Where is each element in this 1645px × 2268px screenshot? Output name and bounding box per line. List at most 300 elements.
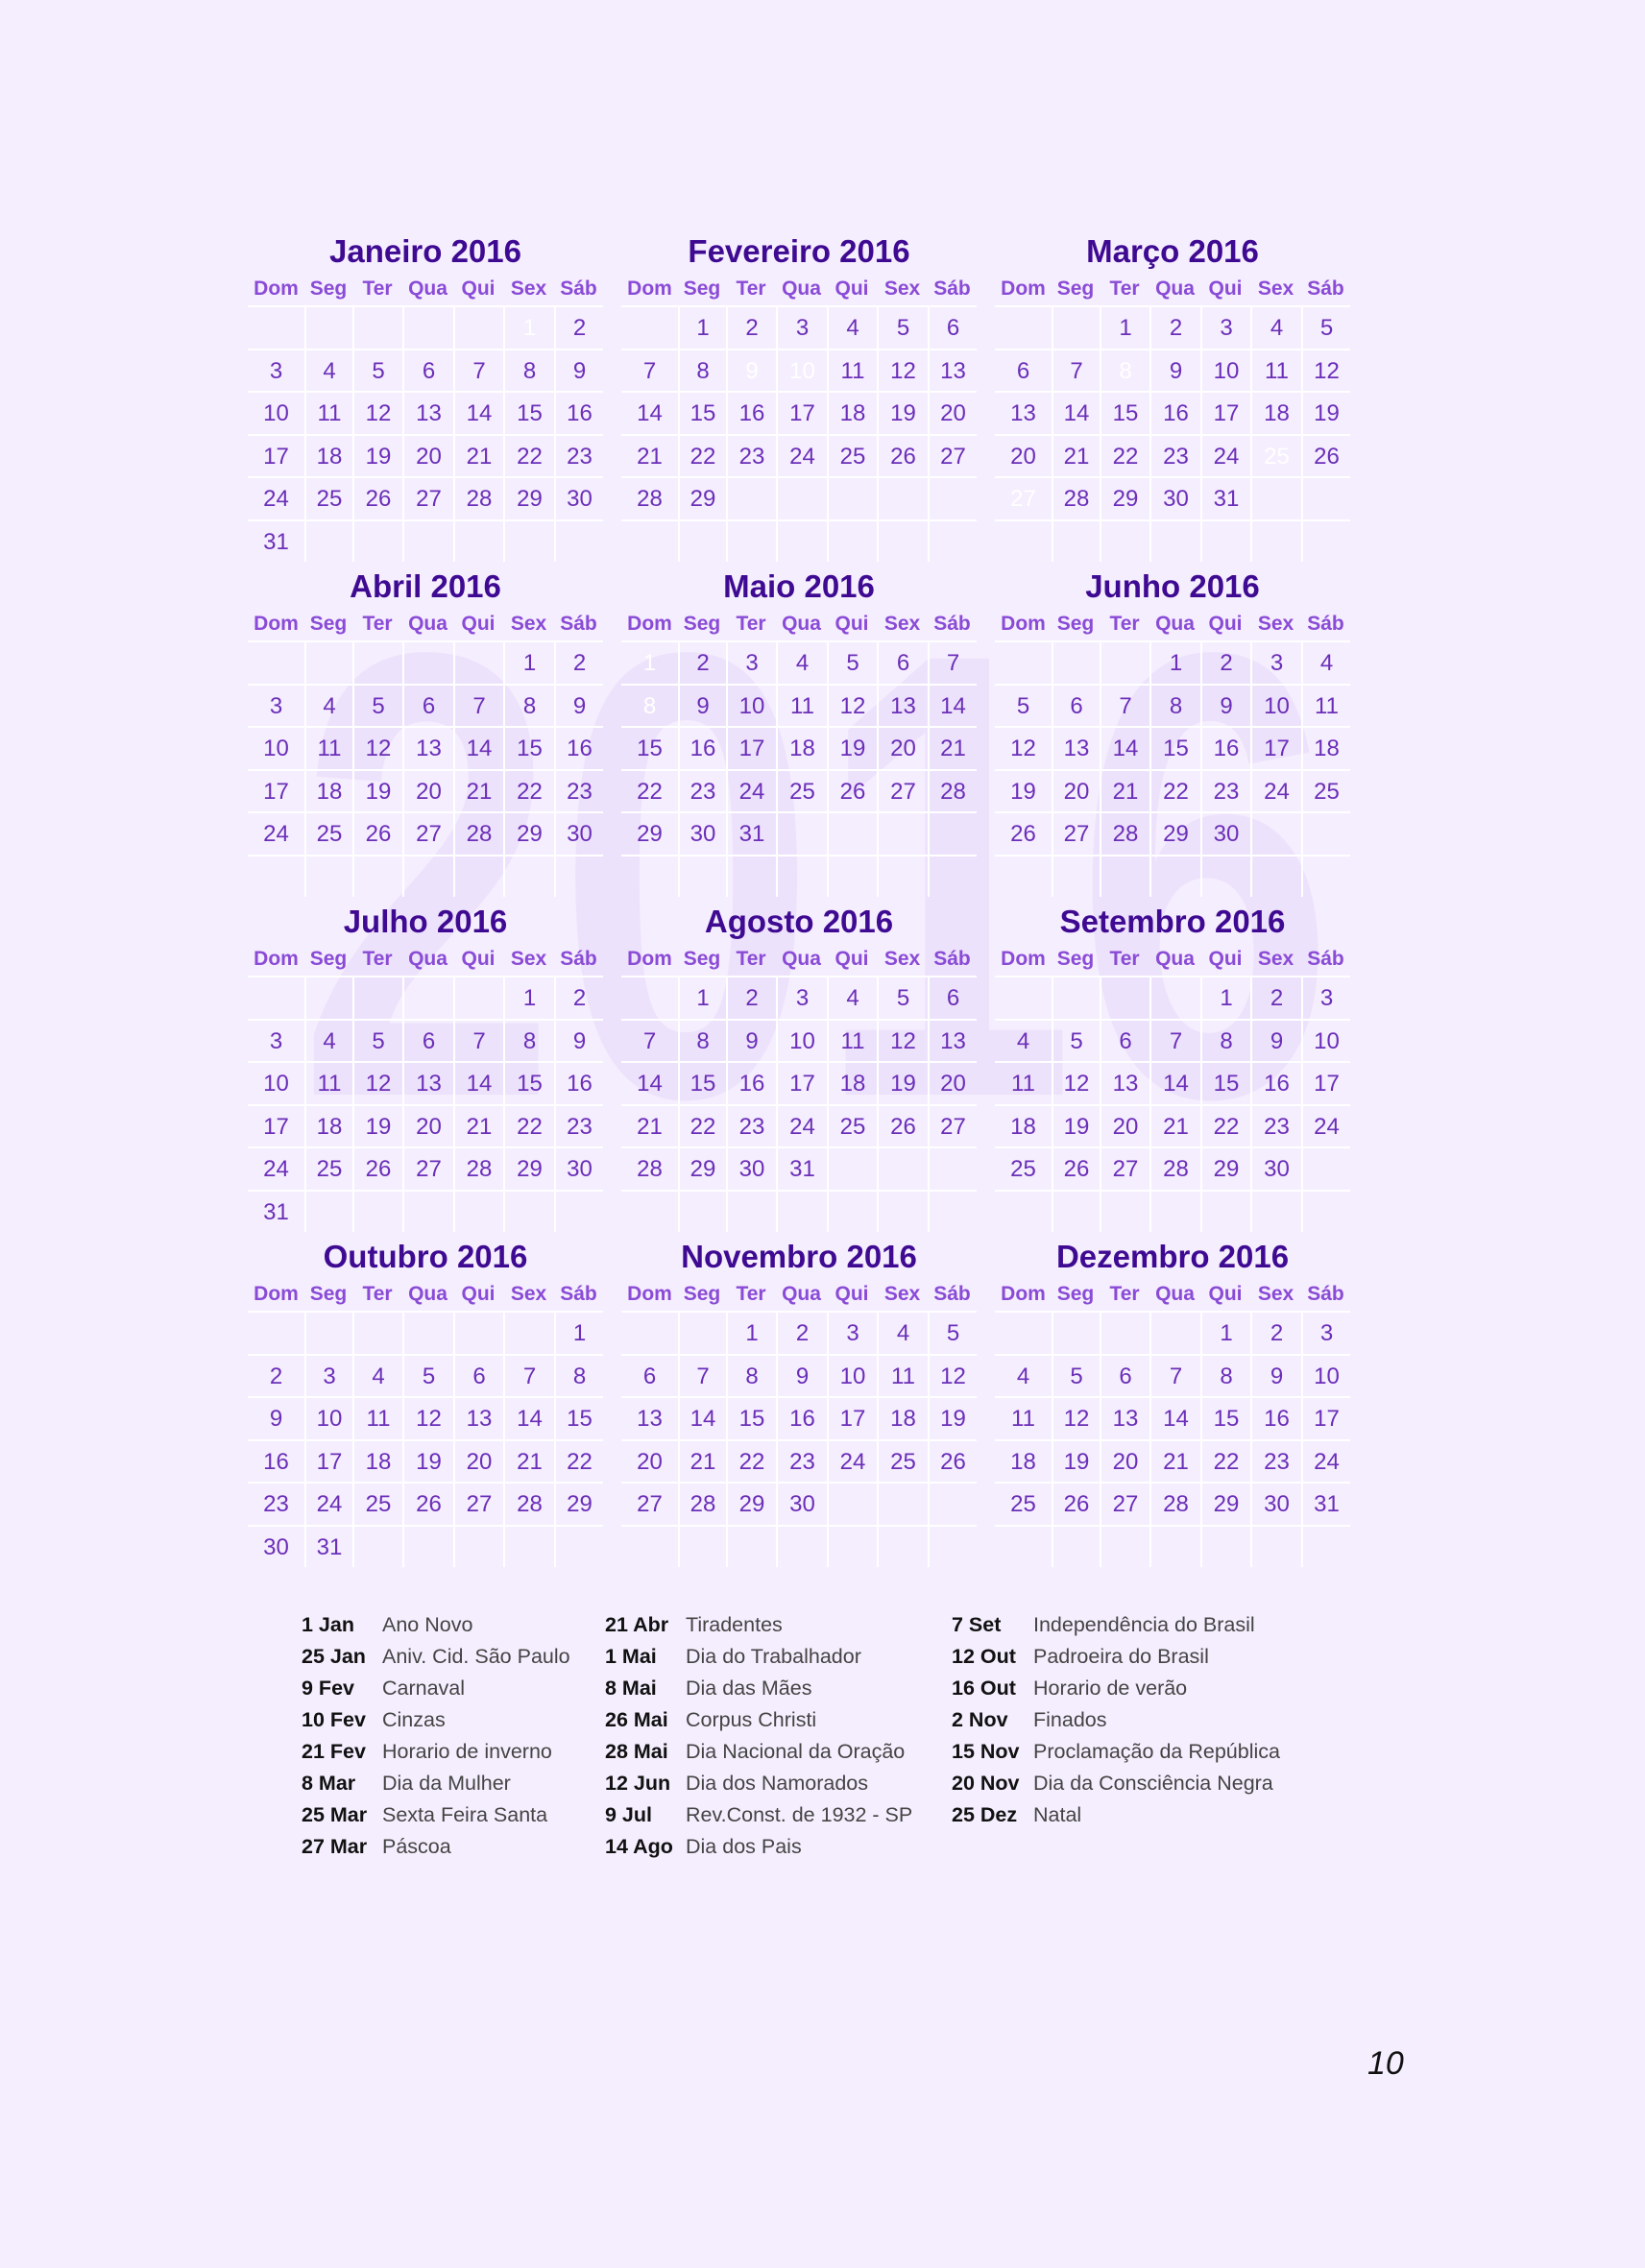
- empty-day-cell: [1052, 1190, 1100, 1233]
- day-cell: 29: [503, 476, 554, 519]
- holiday-date: 1 Mai: [605, 1645, 657, 1668]
- day-cell: 24: [776, 434, 827, 477]
- empty-day-cell: [877, 811, 928, 855]
- day-cell: 4: [352, 1354, 402, 1397]
- holiday-day-cell: 8: [621, 684, 678, 727]
- empty-day-cell: [877, 1482, 928, 1525]
- month-calendar: [621, 566, 977, 901]
- day-cell: 10: [248, 391, 304, 434]
- day-cell: 7: [503, 1354, 554, 1397]
- day-cell: 6: [402, 684, 453, 727]
- day-cell: 23: [1250, 1439, 1301, 1483]
- day-cell: 31: [1301, 1482, 1350, 1525]
- day-cell: 11: [995, 1061, 1052, 1104]
- weekday-header: Ter: [1109, 277, 1140, 300]
- day-cell: 23: [1250, 1104, 1301, 1147]
- day-cell: 19: [995, 769, 1052, 812]
- day-cell: 2: [776, 1311, 827, 1354]
- day-cell: 7: [1149, 1019, 1200, 1062]
- day-cell: 23: [554, 769, 603, 812]
- day-cell: 26: [928, 1439, 977, 1483]
- day-cell: 15: [726, 1396, 776, 1439]
- empty-day-cell: [928, 1482, 977, 1525]
- holiday-name: Corpus Christi: [686, 1708, 817, 1731]
- day-cell: 6: [402, 1019, 453, 1062]
- empty-day-cell: [402, 519, 453, 563]
- day-cell: 3: [1301, 1311, 1350, 1354]
- empty-day-cell: [928, 1146, 977, 1190]
- day-cell: 28: [928, 769, 977, 812]
- empty-day-cell: [453, 305, 503, 349]
- day-cell: 26: [352, 476, 402, 519]
- holiday-date: 10 Fev: [302, 1708, 366, 1731]
- empty-day-cell: [453, 1525, 503, 1568]
- empty-day-cell: [1200, 519, 1250, 563]
- empty-day-cell: [726, 1190, 776, 1233]
- empty-day-cell: [1100, 1525, 1149, 1568]
- day-cell: 25: [304, 1146, 352, 1190]
- day-cell: 11: [827, 1019, 877, 1062]
- holiday-date: 12 Jun: [605, 1772, 671, 1795]
- holiday-row: [302, 1799, 605, 1831]
- day-cell: 26: [1052, 1146, 1100, 1190]
- holiday-date: 25 Mar: [302, 1803, 368, 1826]
- weekday-header: Seg: [1056, 1283, 1095, 1305]
- day-cell: 14: [453, 726, 503, 769]
- day-cell: 15: [678, 391, 726, 434]
- day-cell: 21: [678, 1439, 726, 1483]
- holiday-name: Carnaval: [382, 1677, 466, 1700]
- day-cell: 27: [877, 769, 928, 812]
- empty-day-cell: [877, 855, 928, 898]
- day-cell: 11: [304, 391, 352, 434]
- day-cell: 16: [248, 1439, 304, 1483]
- month-calendar: [248, 230, 603, 566]
- holiday-name: Sexta Feira Santa: [382, 1803, 548, 1826]
- weekday-header: Qua: [782, 1283, 821, 1305]
- holiday-name: Natal: [1033, 1803, 1082, 1826]
- empty-day-cell: [1052, 1311, 1100, 1354]
- day-cell: 3: [248, 684, 304, 727]
- day-cell: 20: [1100, 1104, 1149, 1147]
- empty-day-cell: [1149, 1190, 1200, 1233]
- day-cell: 4: [995, 1019, 1052, 1062]
- empty-day-cell: [554, 1525, 603, 1568]
- holiday-row: [302, 1768, 605, 1799]
- empty-day-cell: [352, 1525, 402, 1568]
- day-cell: 13: [877, 684, 928, 727]
- day-cell: 19: [352, 1104, 402, 1147]
- day-cell: 22: [503, 434, 554, 477]
- day-cell: 8: [503, 1019, 554, 1062]
- empty-day-cell: [402, 305, 453, 349]
- holiday-day-cell: 1: [503, 305, 554, 349]
- month-title: Março 2016: [1086, 233, 1259, 269]
- day-cell: 4: [304, 1019, 352, 1062]
- empty-day-cell: [678, 1190, 726, 1233]
- day-cell: 16: [554, 1061, 603, 1104]
- calendar-months: [248, 230, 1350, 1571]
- day-cell: 26: [1052, 1482, 1100, 1525]
- day-cell: 9: [554, 1019, 603, 1062]
- empty-day-cell: [248, 305, 304, 349]
- empty-day-cell: [1200, 855, 1250, 898]
- weekday-header: Sáb: [1307, 948, 1344, 970]
- empty-day-cell: [352, 976, 402, 1019]
- empty-day-cell: [554, 519, 603, 563]
- day-cell: 8: [503, 684, 554, 727]
- month-title: Janeiro 2016: [329, 233, 521, 269]
- holiday-row: [952, 1768, 1273, 1799]
- empty-day-cell: [453, 1190, 503, 1233]
- day-cell: 2: [1250, 976, 1301, 1019]
- empty-day-cell: [402, 1525, 453, 1568]
- empty-day-cell: [877, 1146, 928, 1190]
- day-cell: 2: [726, 976, 776, 1019]
- weekday-header: Dom: [254, 277, 299, 300]
- weekday-header: Qui: [461, 1283, 496, 1305]
- day-cell: 30: [1200, 811, 1250, 855]
- day-cell: 29: [726, 1482, 776, 1525]
- day-cell: 28: [453, 1146, 503, 1190]
- day-cell: 9: [726, 1019, 776, 1062]
- empty-day-cell: [1052, 855, 1100, 898]
- day-cell: 16: [1250, 1061, 1301, 1104]
- day-cell: 30: [554, 476, 603, 519]
- day-cell: 20: [995, 434, 1052, 477]
- weekday-header: Ter: [736, 1283, 766, 1305]
- empty-day-cell: [1301, 519, 1350, 563]
- day-cell: 8: [1200, 1019, 1250, 1062]
- weekday-header: Sex: [1257, 613, 1294, 635]
- empty-day-cell: [503, 1525, 554, 1568]
- day-cell: 16: [1250, 1396, 1301, 1439]
- day-cell: 14: [503, 1396, 554, 1439]
- holiday-day-cell: 10: [776, 349, 827, 392]
- empty-day-cell: [1052, 640, 1100, 684]
- day-cell: 26: [877, 1104, 928, 1147]
- empty-day-cell: [1100, 519, 1149, 563]
- day-cell: 19: [352, 769, 402, 812]
- day-cell: 23: [248, 1482, 304, 1525]
- weekday-header: Dom: [1001, 277, 1046, 300]
- day-cell: 21: [1052, 434, 1100, 477]
- day-cell: 3: [1200, 305, 1250, 349]
- day-cell: 24: [1301, 1439, 1350, 1483]
- holiday-row: [605, 1704, 952, 1736]
- holiday-name: Dia da Consciência Negra: [1033, 1772, 1273, 1795]
- day-cell: 6: [453, 1354, 503, 1397]
- month-title: Abril 2016: [350, 568, 501, 604]
- day-cell: 21: [928, 726, 977, 769]
- weekday-header: Qua: [1155, 277, 1195, 300]
- empty-day-cell: [928, 476, 977, 519]
- day-cell: 22: [621, 769, 678, 812]
- day-cell: 30: [776, 1482, 827, 1525]
- empty-day-cell: [554, 1190, 603, 1233]
- day-cell: 4: [827, 305, 877, 349]
- holiday-date: 12 Out: [952, 1645, 1016, 1668]
- day-cell: 6: [928, 305, 977, 349]
- holiday-name: Rev.Const. de 1932 - SP: [686, 1803, 913, 1826]
- day-cell: 6: [1100, 1354, 1149, 1397]
- day-cell: 14: [453, 391, 503, 434]
- day-cell: 6: [877, 640, 928, 684]
- day-cell: 29: [1200, 1482, 1250, 1525]
- empty-day-cell: [995, 640, 1052, 684]
- weekday-header: Sex: [1257, 1283, 1294, 1305]
- day-cell: 29: [1100, 476, 1149, 519]
- holiday-day-cell: 1: [621, 640, 678, 684]
- weekday-header: Seg: [683, 948, 721, 970]
- holiday-row: [952, 1704, 1259, 1736]
- empty-day-cell: [726, 519, 776, 563]
- empty-day-cell: [621, 976, 678, 1019]
- day-cell: 28: [453, 476, 503, 519]
- day-cell: 12: [1052, 1061, 1100, 1104]
- day-cell: 16: [554, 726, 603, 769]
- day-cell: 16: [726, 391, 776, 434]
- holiday-name: Cinzas: [382, 1708, 446, 1731]
- day-cell: 16: [1149, 391, 1200, 434]
- empty-day-cell: [1100, 640, 1149, 684]
- holiday-name: Independência do Brasil: [1033, 1613, 1255, 1636]
- empty-day-cell: [1149, 855, 1200, 898]
- day-cell: 10: [1301, 1354, 1350, 1397]
- day-cell: 21: [1149, 1439, 1200, 1483]
- empty-day-cell: [503, 1311, 554, 1354]
- day-cell: 29: [503, 811, 554, 855]
- day-cell: 2: [554, 976, 603, 1019]
- empty-day-cell: [1149, 519, 1200, 563]
- empty-day-cell: [453, 855, 503, 898]
- empty-day-cell: [1100, 1190, 1149, 1233]
- day-cell: 4: [827, 976, 877, 1019]
- empty-day-cell: [1301, 855, 1350, 898]
- holiday-name: Dia das Mães: [686, 1677, 812, 1700]
- day-cell: 28: [1149, 1146, 1200, 1190]
- day-cell: 18: [995, 1439, 1052, 1483]
- empty-day-cell: [402, 1311, 453, 1354]
- day-cell: 10: [248, 1061, 304, 1104]
- weekday-header: Ter: [1109, 1283, 1140, 1305]
- weekday-header: Seg: [1056, 948, 1095, 970]
- day-cell: 18: [827, 1061, 877, 1104]
- day-cell: 28: [678, 1482, 726, 1525]
- day-cell: 10: [304, 1396, 352, 1439]
- weekday-header: Seg: [309, 613, 348, 635]
- weekday-header: Seg: [1056, 277, 1095, 300]
- day-cell: 1: [1100, 305, 1149, 349]
- holiday-date: 21 Abr: [605, 1613, 669, 1636]
- weekday-header: Qui: [1208, 1283, 1243, 1305]
- empty-day-cell: [503, 1190, 554, 1233]
- day-cell: 5: [877, 976, 928, 1019]
- empty-day-cell: [304, 640, 352, 684]
- day-cell: 3: [248, 349, 304, 392]
- holiday-date: 25 Dez: [952, 1803, 1018, 1826]
- day-cell: 21: [503, 1439, 554, 1483]
- day-cell: 14: [928, 684, 977, 727]
- day-cell: 4: [995, 1354, 1052, 1397]
- day-cell: 10: [248, 726, 304, 769]
- day-cell: 23: [1149, 434, 1200, 477]
- day-cell: 2: [1200, 640, 1250, 684]
- weekday-header: Sáb: [1307, 613, 1344, 635]
- day-cell: 7: [928, 640, 977, 684]
- day-cell: 22: [503, 1104, 554, 1147]
- days-grid: [621, 943, 977, 1232]
- empty-day-cell: [995, 519, 1052, 563]
- month-title: Dezembro 2016: [1055, 1239, 1290, 1274]
- day-cell: 12: [928, 1354, 977, 1397]
- day-cell: 11: [352, 1396, 402, 1439]
- empty-day-cell: [827, 1190, 877, 1233]
- day-cell: 19: [1052, 1104, 1100, 1147]
- empty-day-cell: [827, 1146, 877, 1190]
- empty-day-cell: [1250, 476, 1301, 519]
- holiday-name: Ano Novo: [382, 1613, 473, 1636]
- day-cell: 19: [1052, 1439, 1100, 1483]
- month-calendar: [995, 230, 1350, 566]
- day-cell: 4: [1301, 640, 1350, 684]
- day-cell: 6: [621, 1354, 678, 1397]
- weekday-header: Sáb: [1307, 277, 1344, 300]
- day-cell: 25: [1301, 769, 1350, 812]
- day-cell: 25: [995, 1482, 1052, 1525]
- empty-day-cell: [1301, 1525, 1350, 1568]
- day-cell: 5: [928, 1311, 977, 1354]
- empty-day-cell: [776, 476, 827, 519]
- day-cell: 17: [248, 434, 304, 477]
- day-cell: 7: [453, 1019, 503, 1062]
- day-cell: 25: [877, 1439, 928, 1483]
- day-cell: 8: [503, 349, 554, 392]
- day-cell: 19: [877, 1061, 928, 1104]
- day-cell: 9: [1250, 1019, 1301, 1062]
- day-cell: 5: [352, 1019, 402, 1062]
- day-cell: 14: [1052, 391, 1100, 434]
- month-calendar: [621, 901, 977, 1236]
- weekday-header: Ter: [362, 1283, 393, 1305]
- day-cell: 3: [248, 1019, 304, 1062]
- day-cell: 31: [248, 519, 304, 563]
- empty-day-cell: [928, 855, 977, 898]
- days-grid: [995, 273, 1350, 562]
- empty-day-cell: [877, 1190, 928, 1233]
- holiday-column: [605, 1609, 952, 1863]
- weekday-header: Dom: [254, 948, 299, 970]
- empty-day-cell: [352, 519, 402, 563]
- weekday-header: Dom: [254, 613, 299, 635]
- days-grid: [995, 608, 1350, 897]
- day-cell: 15: [503, 1061, 554, 1104]
- holiday-name: Páscoa: [382, 1835, 451, 1858]
- day-cell: 4: [877, 1311, 928, 1354]
- holiday-row: [605, 1799, 952, 1831]
- month-title: Junho 2016: [1085, 568, 1260, 604]
- empty-day-cell: [304, 855, 352, 898]
- day-cell: 28: [453, 811, 503, 855]
- weekday-header: Sáb: [933, 613, 971, 635]
- weekday-header: Qui: [461, 948, 496, 970]
- weekday-header: Sex: [510, 1283, 547, 1305]
- day-cell: 24: [1200, 434, 1250, 477]
- day-cell: 7: [621, 1019, 678, 1062]
- empty-day-cell: [304, 305, 352, 349]
- day-cell: 18: [304, 434, 352, 477]
- day-cell: 27: [402, 1146, 453, 1190]
- empty-day-cell: [621, 1190, 678, 1233]
- day-cell: 10: [726, 684, 776, 727]
- empty-day-cell: [776, 519, 827, 563]
- day-cell: 9: [554, 349, 603, 392]
- days-grid: [621, 608, 977, 897]
- month-calendar: [995, 901, 1350, 1236]
- day-cell: 20: [402, 434, 453, 477]
- empty-day-cell: [1100, 976, 1149, 1019]
- empty-day-cell: [928, 1190, 977, 1233]
- day-cell: 30: [554, 811, 603, 855]
- empty-day-cell: [453, 640, 503, 684]
- day-cell: 12: [352, 1061, 402, 1104]
- day-cell: 30: [678, 811, 726, 855]
- day-cell: 15: [678, 1061, 726, 1104]
- day-cell: 10: [1301, 1019, 1350, 1062]
- day-cell: 19: [402, 1439, 453, 1483]
- day-cell: 1: [1200, 976, 1250, 1019]
- day-cell: 3: [1301, 976, 1350, 1019]
- empty-day-cell: [304, 976, 352, 1019]
- day-cell: 18: [304, 769, 352, 812]
- day-cell: 20: [621, 1439, 678, 1483]
- weekday-header: Qua: [1155, 613, 1195, 635]
- day-cell: 8: [554, 1354, 603, 1397]
- day-cell: 19: [1301, 391, 1350, 434]
- day-cell: 17: [248, 769, 304, 812]
- month-calendar: [995, 1236, 1350, 1571]
- day-cell: 18: [995, 1104, 1052, 1147]
- day-cell: 5: [877, 305, 928, 349]
- day-cell: 17: [1250, 726, 1301, 769]
- day-cell: 9: [678, 684, 726, 727]
- empty-day-cell: [621, 1311, 678, 1354]
- holiday-name: Aniv. Cid. São Paulo: [382, 1645, 570, 1668]
- empty-day-cell: [1100, 1311, 1149, 1354]
- holiday-date: 20 Nov: [952, 1772, 1020, 1795]
- holiday-row: [302, 1704, 605, 1736]
- weekday-header: Sáb: [933, 1283, 971, 1305]
- day-cell: 20: [928, 1061, 977, 1104]
- day-cell: 2: [554, 640, 603, 684]
- weekday-header: Sáb: [560, 277, 597, 300]
- holiday-row: [302, 1641, 605, 1673]
- day-cell: 29: [678, 1146, 726, 1190]
- empty-day-cell: [1301, 811, 1350, 855]
- weekday-header: Seg: [309, 1283, 348, 1305]
- empty-day-cell: [995, 1311, 1052, 1354]
- weekday-header: Qua: [408, 613, 448, 635]
- day-cell: 15: [554, 1396, 603, 1439]
- empty-day-cell: [1149, 1311, 1200, 1354]
- empty-day-cell: [453, 1311, 503, 1354]
- day-cell: 24: [304, 1482, 352, 1525]
- days-grid: [995, 1278, 1350, 1567]
- empty-day-cell: [352, 1311, 402, 1354]
- weekday-header: Qui: [835, 277, 869, 300]
- holiday-day-cell: 25: [1250, 434, 1301, 477]
- empty-day-cell: [402, 640, 453, 684]
